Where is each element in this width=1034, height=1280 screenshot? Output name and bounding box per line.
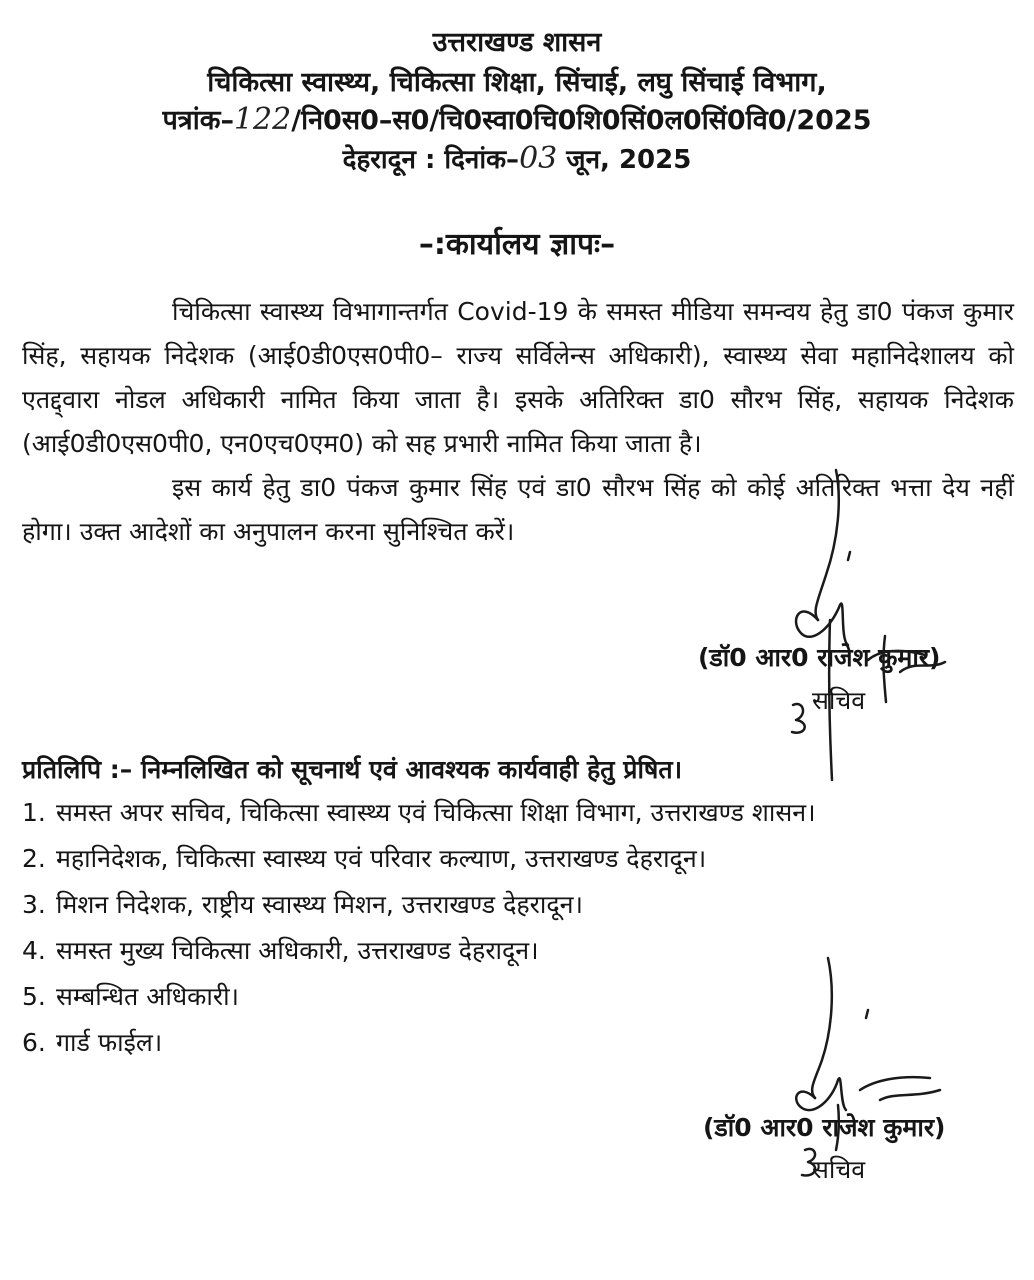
paragraph-2-text: इस कार्य हेतु डा0 पंकज कुमार सिंह एवं डा0 सौरभ सिंह को कोई अतिरिक्त भत्ता देय नहीं होगा। उक्त आदेशों का अनुपालन करना सुनिश्चित करें। [22, 473, 1014, 546]
date-prefix: देहरादून : दिनांक– [342, 145, 520, 175]
list-item-text: समस्त मुख्य चिकित्सा अधिकारी, उत्तराखण्ड देहरादून। [55, 936, 539, 965]
signatory-2-designation: सचिव [812, 1155, 866, 1184]
list-item [22, 836, 1012, 882]
list-item-number: 5. [22, 982, 46, 1011]
letter-suffix: /नि0स0–स0/चि0स्वा0चि0शि0सिं0ल0सिं0वि0/2025 [291, 105, 872, 136]
list-item [22, 928, 1012, 974]
list-item-number: 2. [22, 844, 46, 873]
date-day-handwritten: 03 [519, 141, 558, 176]
list-item-text: समस्त अपर सचिव, चिकित्सा स्वास्थ्य एवं चिकित्सा शिक्षा विभाग, उत्तराखण्ड शासन। [55, 798, 816, 827]
list-item-number: 6. [22, 1028, 46, 1057]
list-item [22, 790, 1012, 836]
department-header: चिकित्सा स्वास्थ्य, चिकित्सा शिक्षा, सिंचाई, लघु सिंचाई विभाग, [207, 67, 827, 98]
letter-number-handwritten: 122 [233, 102, 292, 137]
signatory-1-name: (डॉ0 आर0 राजेश कुमार) [698, 643, 941, 672]
date-line [0, 140, 1034, 176]
memo-title: –:कार्यालय ज्ञापः– [418, 227, 616, 262]
list-item [22, 882, 1012, 928]
list-item-text: महानिदेशक, चिकित्सा स्वास्थ्य एवं परिवार कल्याण, उत्तराखण्ड देहरादून। [55, 844, 707, 873]
list-item-text: मिशन निदेशक, राष्ट्रीय स्वास्थ्य मिशन, उत्तराखण्ड देहरादून। [55, 890, 583, 919]
letter-number-line [0, 100, 1034, 137]
list-item-number: 4. [22, 936, 46, 965]
copy-to-heading: प्रतिलिपि :– निम्नलिखित को सूचनार्थ एवं आवश्यक कार्यवाही हेतु प्रेषित। [22, 755, 683, 784]
signatory-2-name: (डॉ0 आर0 राजेश कुमार) [703, 1113, 946, 1142]
list-item-number: 1. [22, 798, 46, 827]
list-item [22, 974, 1012, 1020]
signatory-1-designation: सचिव [812, 686, 866, 715]
govt-header: उत्तराखण्ड शासन [432, 27, 602, 58]
list-item [22, 1020, 1012, 1066]
paragraph-2 [22, 466, 1014, 554]
letter-prefix: पत्रांक– [162, 105, 234, 136]
list-item-text: सम्बन्धित अधिकारी। [55, 982, 240, 1011]
copy-to-list [22, 790, 1012, 1066]
paragraph-1 [22, 290, 1014, 466]
paragraph-1-text: चिकित्सा स्वास्थ्य विभागान्तर्गत Covid-19 के समस्त मीडिया समन्वय हेतु डा0 पंकज कुमार सिंह, सहायक निदेशक (आई0डी0एस0पी0– राज्य सर्विलेन्स अधिकारी), स्वास्थ्य सेवा महानिदेशालय को एतद्द्वारा नोडल अधिकारी नामित किया जाता है। इसके अतिरिक्त डा0 सौरभ सिंह, सहायक निदेशक (आई0डी0एस0पी0, एन0एच0एम0) को सह प्रभारी नामित किया जाता है। [22, 297, 1014, 458]
list-item-number: 3. [22, 890, 46, 919]
list-item-text: गार्ड फाईल। [55, 1028, 163, 1057]
date-suffix: जून, 2025 [557, 145, 692, 175]
